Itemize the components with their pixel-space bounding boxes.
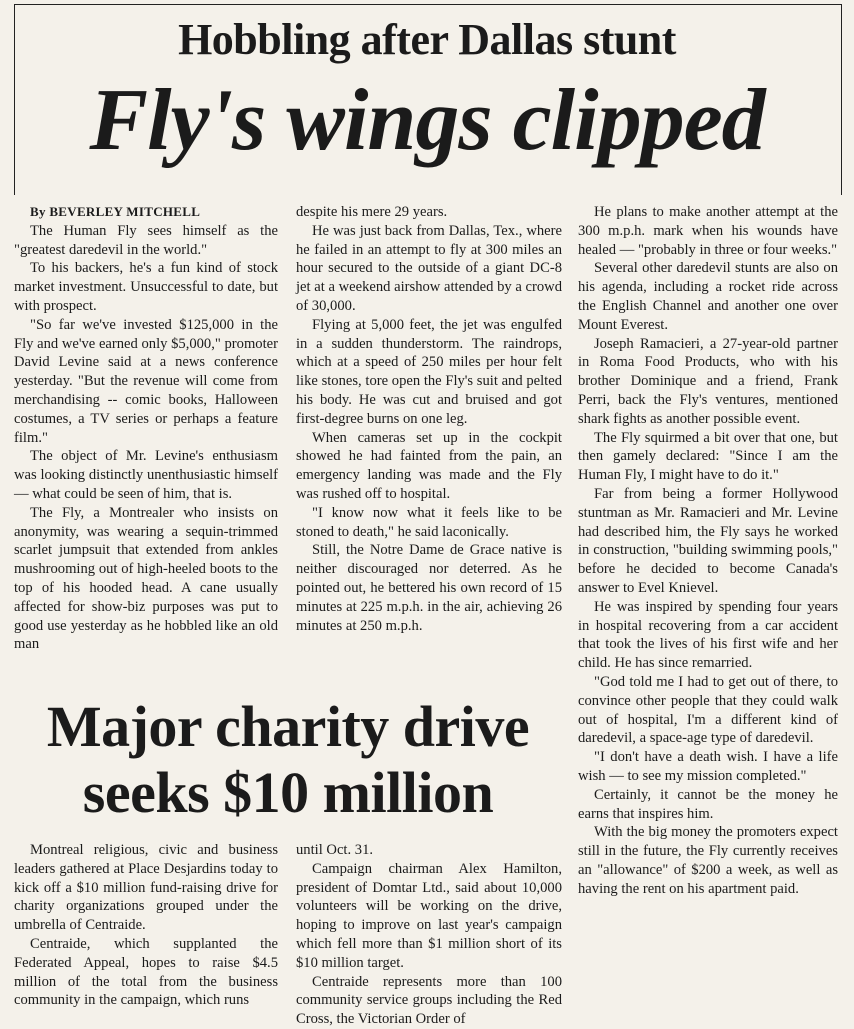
- paragraph: The Human Fly sees himself as the "greatest daredevil in the world.": [14, 222, 278, 258]
- paragraph: Far from being a former Hollywood stuntman as Mr. Ramacieri and Mr. Levine had described him, the Fly says he worked in construction, "building swimming pools," before he decided to become Canada's answer to Evel Knievel.: [578, 485, 838, 596]
- paragraph: He was just back from Dallas, Tex., where he failed in an attempt to fly at 300 miles an hour secured to the outside of a giant DC-8 jet at a weekend airshow attended by a crowd of 30,000.: [296, 222, 562, 314]
- paragraph: To his backers, he's a fun kind of stock market investment. Unsuccessful to date, but with prospect.: [14, 260, 278, 314]
- paragraph: With the big money the promoters expect still in the future, the Fly currently receives an "allowance" of $200 a week, as well as having the rent on his apartment paid.: [578, 824, 838, 897]
- paragraph: Campaign chairman Alex Hamilton, president of Domtar Ltd., said about 10,000 volunteers will be working on the drive, hoping to improve on last year's campaign which fell more than $1 million short of its $10 million target.: [296, 860, 562, 971]
- paragraph: Still, the Notre Dame de Grace native is neither discouraged nor deterred. As he pointed out, he bettered his own record of 15 minutes at 225 m.p.h. in the air, achieving 26 minutes at 250 m.p.h.: [296, 542, 562, 634]
- paragraph: "God told me I had to get out of there, to convince other people that they could walk out of hospital, I'm a different kind of daredevil, a space-age type of daredevil.: [578, 673, 838, 747]
- paragraph: When cameras set up in the cockpit showed he had fainted from the pain, an emergency landing was made and the Fly was rushed off to hospital.: [296, 429, 562, 502]
- paragraph: Joseph Ramacieri, a 27-year-old partner in Roma Food Products, who with his brother Dominique and a friend, Frank Perri, back the Fly's ventures, mentioned shark fights as another possible event.: [578, 335, 838, 427]
- paragraph: "I don't have a death wish. I have a life wish — to see my mission completed.": [578, 749, 838, 784]
- article1-column-3: [578, 203, 838, 898]
- paragraph: Several other daredevil stunts are also on his agenda, including a rocket ride across the English Channel and another one over Mount Everest.: [578, 260, 838, 333]
- article2-column-1: [14, 841, 278, 1010]
- paragraph: The object of Mr. Levine's enthusiasm was looking distinctly unenthusiastic himself — what could be seen of him, that is.: [14, 448, 278, 502]
- article1-column-1: [14, 203, 278, 654]
- paragraph: Certainly, it cannot be the money he earns that inspires him.: [578, 786, 838, 822]
- paragraph: He was inspired by spending four years in hospital recovering from a car accident that took the lives of his first wife and her child. He has since remarried.: [578, 598, 838, 672]
- article1-column-2: [296, 203, 562, 635]
- paragraph: until Oct. 31.: [296, 842, 374, 858]
- paragraph: Montreal religious, civic and business leaders gathered at Place Desjardins today to kick off a $10 million fund-raising drive for charity organizations grouped under the umbrella of Centraide.: [14, 842, 278, 934]
- paragraph: Centraide, which supplanted the Federated Appeal, hopes to raise $4.5 million of the total from the business community in the campaign, which runs: [14, 935, 278, 1009]
- byline: By BEVERLEY MITCHELL: [30, 204, 201, 219]
- paragraph: Centraide represents more than 100 community service groups including the Red Cross, the Victorian Order of: [296, 973, 562, 1028]
- main-headline: Fly's wings clipped: [89, 72, 765, 169]
- paragraph: "So far we've invested $125,000 in the Fly and we've earned only $5,000," promoter David Levine said at a news conference yesterday. "But the revenue will come from merchandising -- comic books, Halloween costumes, a TV series or perhaps a feature film.": [14, 316, 278, 446]
- kicker-headline: Hobbling after Dallas stunt: [178, 15, 676, 64]
- paragraph: He plans to make another attempt at the 300 m.p.h. mark when his wounds have healed — "probably in three or four weeks.": [578, 204, 838, 258]
- charity-headline-line-2: seeks $10 million: [82, 760, 494, 825]
- charity-headline-line-1: Major charity drive: [46, 694, 530, 759]
- paragraph: despite his mere 29 years.: [296, 204, 448, 220]
- paragraph: The Fly, a Montrealer who insists on anonymity, was wearing a sequin-trimmed scarlet jumpsuit that extended from ankles mushrooming out of high-heeled boots to the top of his hooded head. A cane usually affected for show-biz purposes was put to good use yesterday as he hobbled like an old man: [14, 504, 278, 653]
- paragraph: The Fly squirmed a bit over that one, but then gamely declared: "Since I am the Human Fly, I might have to do it.": [578, 429, 838, 484]
- paragraph: "I know now what it feels like to be stoned to death," he said laconically.: [296, 504, 562, 540]
- article2-column-2: [296, 841, 562, 1029]
- paragraph: Flying at 5,000 feet, the jet was engulfed in a sudden thunderstorm. The raindrops, which at a speed of 250 miles per hour felt like stones, tore open the Fly's suit and pelted his body. He was cut and bruised and got first-degree burns on one leg.: [296, 316, 562, 427]
